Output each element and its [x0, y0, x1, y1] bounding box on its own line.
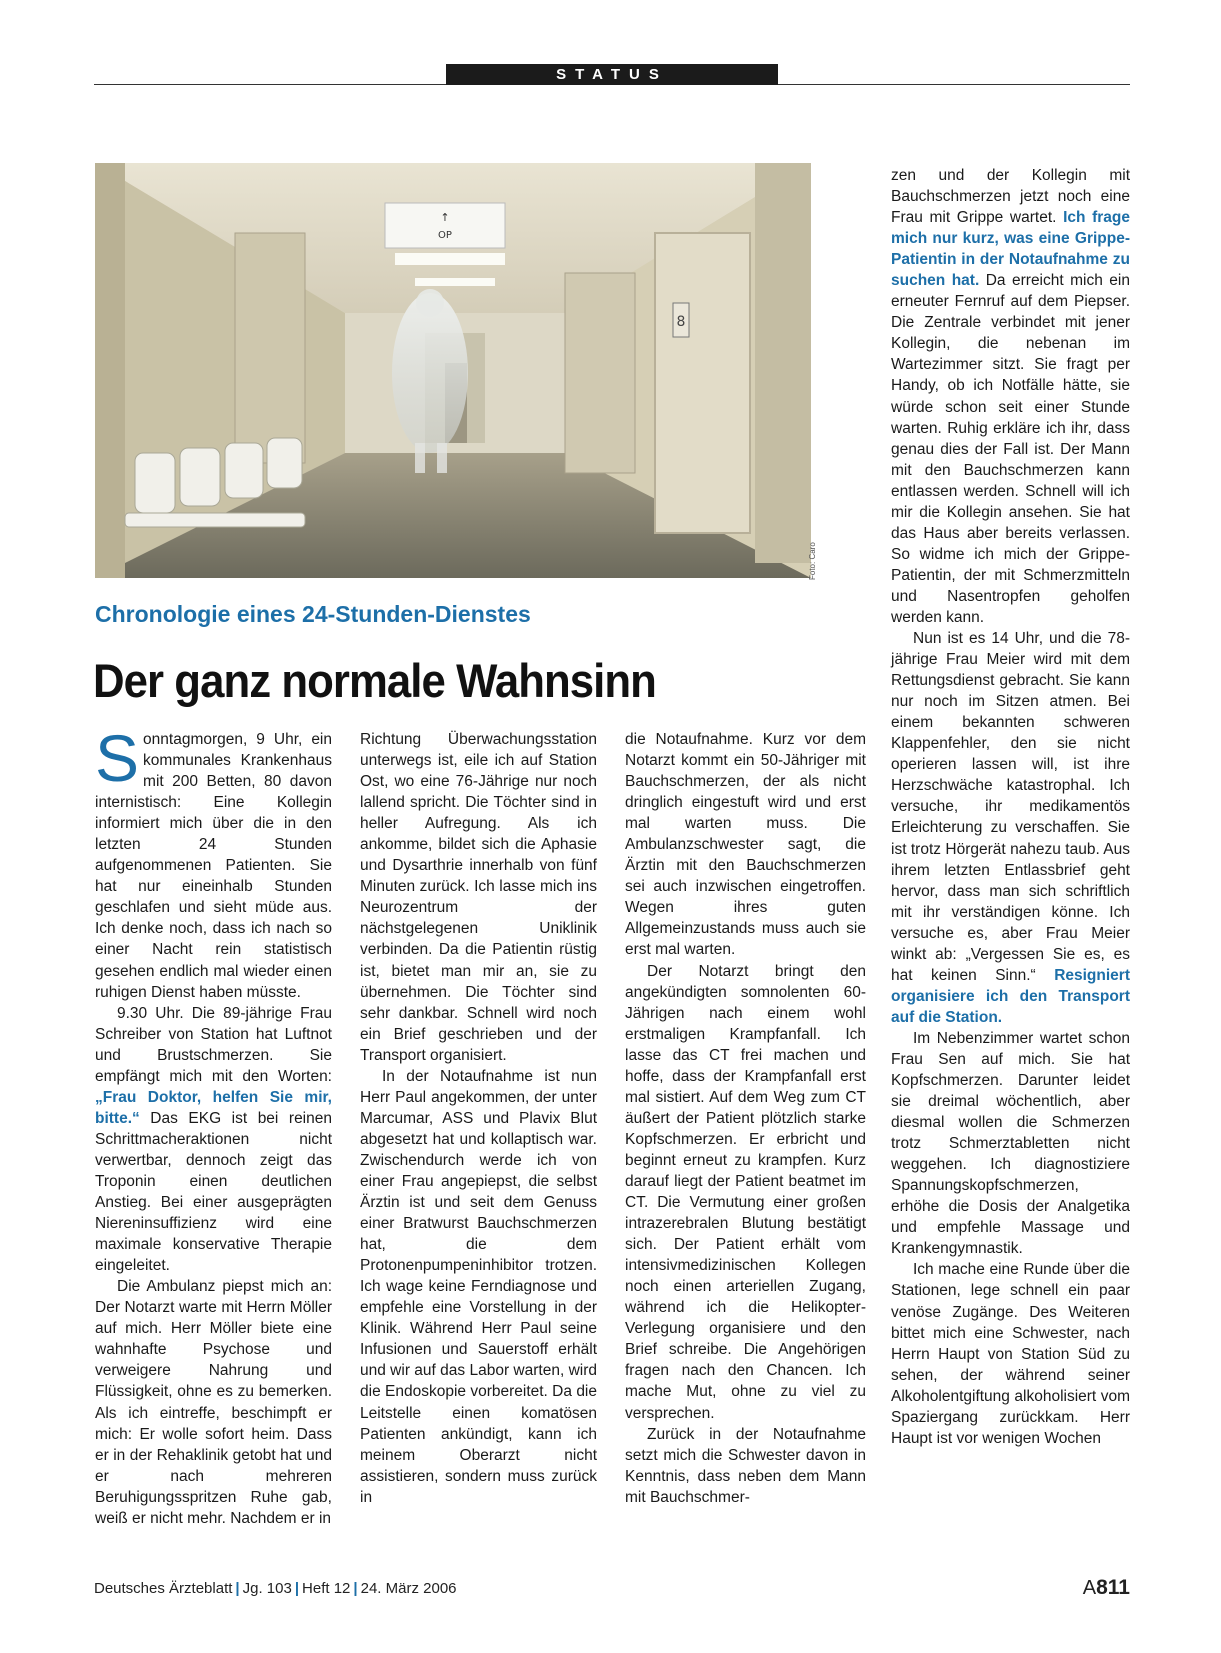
paragraph: die Notaufnahme. Kurz vor dem Notarzt kommt ein 50-Jähriger mit Bauchschmerzen, der als nicht dringlich eingestuft wird und erst mal warten muss. Die Ambulanzschwester sagt, die Ärztin mit den Bauchschmerzen sei auch inzwischen eingetroffen. Wegen ihres guten Allgemeinzustands muss auch sie erst mal warten.: [625, 731, 866, 959]
journal-issue: Heft 12: [302, 1580, 351, 1597]
paragraph: Sonntagmorgen, 9 Uhr, ein kommunales Krankenhaus mit 200 Betten, 80 davon internistisch: Eine Kollegin informiert mich über die in den letzten 24 Stunden aufgenommenen Patienten. Sie hat nur eineinhalb Stunden geschlafen und sieht müde aus. Ich denke noch, dass ich nach so einer Nacht rein statistisch gesehen endlich mal wieder einen ruhigen Dienst haben müsste.: [95, 721, 332, 1001]
section-label: STATUS: [446, 64, 778, 85]
highlight-text: Ich frage mich nur kurz, was eine Grippe-Patientin in der Notaufnahme zu suchen hat.: [891, 209, 1131, 290]
footer-separator: |: [235, 1580, 240, 1597]
photo-credit: Foto: Caro: [808, 542, 817, 580]
paragraph: Ich mache eine Runde über die Stationen, lege schnell ein paar venöse Zugänge. Des Weiteren bittet mich eine Schwester, nach Herrn Haupt von Station Süd zu sehen, der während seiner Alkoholentgiftung alkoholisiert vom Spaziergang zurückkam. Herr Haupt ist vor wenigen Wochen: [891, 1261, 1130, 1447]
footer-separator: |: [353, 1580, 358, 1597]
svg-text:↑: ↑: [440, 211, 450, 224]
pull-quote: „Frau Doktor, helfen Sie mir, bitte.“: [95, 1088, 332, 1127]
paragraph: 9.30 Uhr. Die 89-jährige Frau Schreiber von Station hat Luftnot und Brustschmerzen. Sie empfängt mich mit den Worten: „Frau Doktor, helfen Sie mir, bitte.“ Das EKG ist bei reinen Schrittmacheraktionen nicht verwertbar, dennoch zeigt das Troponin einen deutlichen Anstieg. Bei einer ausgeprägten Niereninsuffizienz wird eine maximale konservative Therapie eingeleitet.: [95, 1004, 332, 1275]
article-column-3: [625, 729, 866, 1508]
paragraph: Richtung Überwachungsstation unterwegs ist, eile ich auf Station Ost, wo eine 76-Jährige nur noch lallend spricht. Die Töchter sind in heller Aufregung. Als ich ankomme, bildet sich die Aphasie und Dysarthrie innerhalb von fünf Minuten zurück. Ich lasse mich ins Neurozentrum der nächstgelegenen Uniklinik verbinden. Da die Patientin rüstig ist, bietet man mir an, sie zu übernehmen. Die Töchter sind sehr dankbar. Schnell wird noch ein Brief geschrieben und der Transport organisiert.: [360, 731, 597, 1064]
article-column-4: [891, 165, 1130, 1449]
paragraph: Zurück in der Notaufnahme setzt mich die Schwester davon in Kenntnis, dass neben dem Mann mit Bauchschmer-: [625, 1425, 866, 1506]
page-footer: [94, 1576, 1130, 1606]
paragraph: Der Notarzt bringt den angekündigten somnolenten 60-Jährigen nach einem wohl erstmaligen Krampfanfall. Ich lasse das CT frei machen und hoffe, dass der Krampfanfall erst mal sistiert. Auf dem Weg zum CT äußert der Patient plötzlich starke Kopfschmerzen. Er erbricht und beginnt erneut zu krampfen. Kurz darauf liegt der Patient beatmet im CT. Die Vermutung einer großen intrazerebralen Blutung bestätigt sich. Der Patient erhält vom intensivmedizinischen Kollegen noch einen arteriellen Zugang, während ich die Helikopter-Verlegung organisiere und den Brief schreibe. Die Angehörigen fragen nach den Chancen. Ich mache Mut, ohne zu viel zu versprechen.: [625, 962, 866, 1422]
article-column-2: [360, 729, 597, 1508]
issue-date: 24. März 2006: [360, 1580, 457, 1597]
drop-cap: S: [95, 721, 140, 795]
journal-name: Deutsches Ärzteblatt: [94, 1580, 233, 1597]
paragraph: zen und der Kollegin mit Bauchschmerzen jetzt noch eine Frau mit Grippe wartet. Ich frage mich nur kurz, was eine Grippe-Patientin in der Notaufnahme zu suchen hat. Da erreicht mich ein erneuter Fernruf auf dem Piepser. Die Zentrale verbindet mit jener Kollegin, die nebenan im Wartezimmer sitzt. Sie fragt per Handy, ob ich Notfälle hätte, sie würde schon seit einer Stunde warten. Ruhig erkläre ich ihr, dass genau dies der Fall ist. Der Mann mit den Bauchschmerzen kann entlassen werden. Schnell will ich mir die Kollegin ansehen. Sie hat das Haus aber bereits verlassen. So widme ich mich der Grippe-Patientin, der mit Schmerzmitteln und Nasentropfen geholfen werden kann.: [891, 167, 1131, 626]
paragraph: In der Notaufnahme ist nun Herr Paul angekommen, der unter Marcumar, ASS und Plavix Blut abgesetzt hat und kollaptisch war. Zwischendurch werde ich von einer Frau angepiepst, die selbst Ärztin ist und seit dem Genuss einer Bratwurst Bauchschmerzen hat, die dem Protonenpumpeninhibitor trotzen. Ich wage keine Ferndiagnose und empfehle eine Vorstellung in der Klinik. Während Herr Paul seine Infusionen und Sauerstoff erhält und wir auf das Labor warten, wird die Endoskopie vorbereitet. Da die Leitstelle einen komatösen Patienten ankündigt, kann ich meinem Oberarzt nicht assistieren, sondern muss zurück in: [360, 1067, 597, 1506]
highlight-text: Resigniert organisiere ich den Transport auf die Station.: [891, 966, 1130, 1026]
article-headline: Der ganz normale Wahnsinn: [93, 654, 656, 707]
paragraph: Nun ist es 14 Uhr, und die 78-jährige Frau Meier wird mit dem Rettungsdienst gebracht. Sie kann nur noch im Sitzen atmen. Bei einem bekannten schweren Klappenfehler, den sie nicht operieren lassen will, ist ihre Herzschwäche katastrophal. Ich versuche, ihr medikamentös Erleichterung zu verschaffen. Sie ist trotz Hörgerät nahezu taub. Aus ihrem letzten Entlassbrief geht hervor, dass man sich schriftlich mit ihr verständigen könne. Ich versuche es, aber Frau Meier winkt ab: „Vergessen Sie es, es hat keinen Sinn.“ Resigniert organisiere ich den Transport auf die Station.: [891, 630, 1130, 1026]
article-kicker: Chronologie eines 24-Stunden-Dienstes: [95, 601, 531, 627]
hospital-corridor-photo: [95, 163, 811, 578]
paragraph: Im Nebenzimmer wartet schon Frau Sen auf mich. Sie hat Kopfschmerzen. Darunter leidet sie dreimal wöchentlich, aber diesmal wollen die Schmerzen trotz Schmerztabletten nicht weggehen. Ich diagnostiziere Spannungskopfschmerzen, erhöhe die Dosis der Analgetika und empfehle Massage und Krankengymnastik.: [891, 1029, 1130, 1258]
page-number: A811: [1082, 1576, 1130, 1599]
paragraph: Die Ambulanz piepst mich an: Der Notarzt warte mit Herrn Möller auf mich. Herr Möller biete eine wahnhafte Psychose und verweigere Nahrung und Flüssigkeit, ohne es zu bemerken. Als ich eintreffe, beschimpft er mich: Er wolle sofort heim. Dass er in der Rehaklinik getobt hat und er nach mehreren Beruhigungsspritzen Ruhe gab, weiß er nicht mehr. Nachdem er in: [95, 1278, 332, 1527]
article-column-1: [95, 721, 332, 1529]
svg-text:8: 8: [676, 314, 686, 330]
footer-separator: |: [294, 1580, 300, 1597]
svg-text:OP: OP: [438, 230, 452, 241]
journal-volume: Jg. 103: [242, 1580, 292, 1597]
